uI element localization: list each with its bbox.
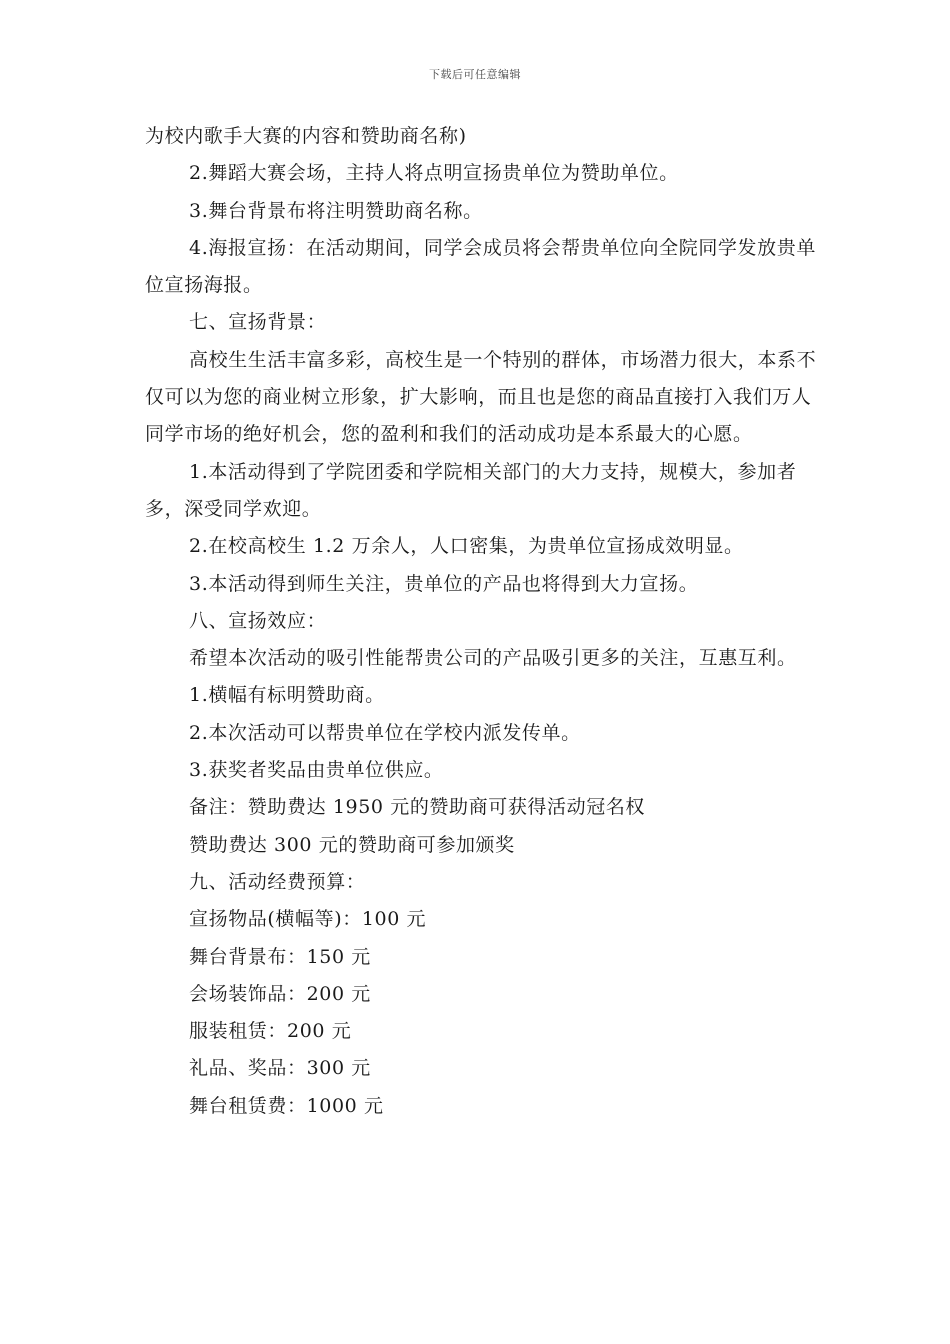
budget-item: 舞台租赁费：1000 元 xyxy=(189,1094,384,1117)
section-heading: 八、宣扬效应： xyxy=(189,609,327,632)
paragraph-continuation: 为校内歌手大赛的内容和赞助商名称) xyxy=(145,125,467,147)
paragraph-item: 2.舞蹈大赛会场，主持人将点明宣扬贵单位为赞助单位。 xyxy=(189,162,679,185)
paragraph-item: 3.本活动得到师生关注，贵单位的产品也将得到大力宣扬。 xyxy=(189,572,699,595)
paragraph-item: 1.横幅有标明赞助商。 xyxy=(189,684,385,707)
paragraph-item: 1.本活动得到了学院团委和学院相关部门的大力支持，规模大，参加者多，深受同学欢迎。 xyxy=(145,460,797,520)
paragraph-body: 希望本次活动的吸引性能帮贵公司的产品吸引更多的关注，互惠互利。 xyxy=(189,647,797,670)
paragraph-item: 2.在校高校生 1.2 万余人，人口密集，为贵单位宣扬成效明显。 xyxy=(189,535,744,558)
paragraph-item: 3.舞台背景布将注明赞助商名称。 xyxy=(189,199,483,222)
document-body xyxy=(145,118,825,1125)
paragraph-item: 2.本次活动可以帮贵单位在学校内派发传单。 xyxy=(189,721,581,744)
note-line: 赞助费达 300 元的赞助商可参加颁奖 xyxy=(189,833,515,856)
budget-item: 舞台背景布：150 元 xyxy=(189,945,371,968)
paragraph-item: 4.海报宣扬：在活动期间，同学会成员将会帮贵单位向全院同学发放贵单位宣扬海报。 xyxy=(145,236,816,297)
budget-item: 宣扬物品(横幅等)：100 元 xyxy=(189,908,427,931)
budget-item: 礼品、奖品：300 元 xyxy=(189,1057,371,1080)
note-line: 备注：赞助费达 1950 元的赞助商可获得活动冠名权 xyxy=(189,796,646,819)
budget-item: 服装租赁：200 元 xyxy=(189,1020,352,1043)
paragraph-item: 3.获奖者奖品由贵单位供应。 xyxy=(189,759,444,782)
section-heading: 七、宣扬背景： xyxy=(189,311,327,334)
budget-item: 会场装饰品：200 元 xyxy=(189,982,371,1005)
page-header: 下载后可任意编辑 xyxy=(429,68,521,81)
section-heading: 九、活动经费预算： xyxy=(189,870,366,893)
paragraph-body: 高校生生活丰富多彩，高校生是一个特别的群体，市场潜力很大，本系不仅可以为您的商业树立形象，扩大影响，而且也是您的商品直接打入我们万人同学市场的绝好机会，您的盈利和我们的活动成功是本系最大的心愿。 xyxy=(145,348,817,446)
